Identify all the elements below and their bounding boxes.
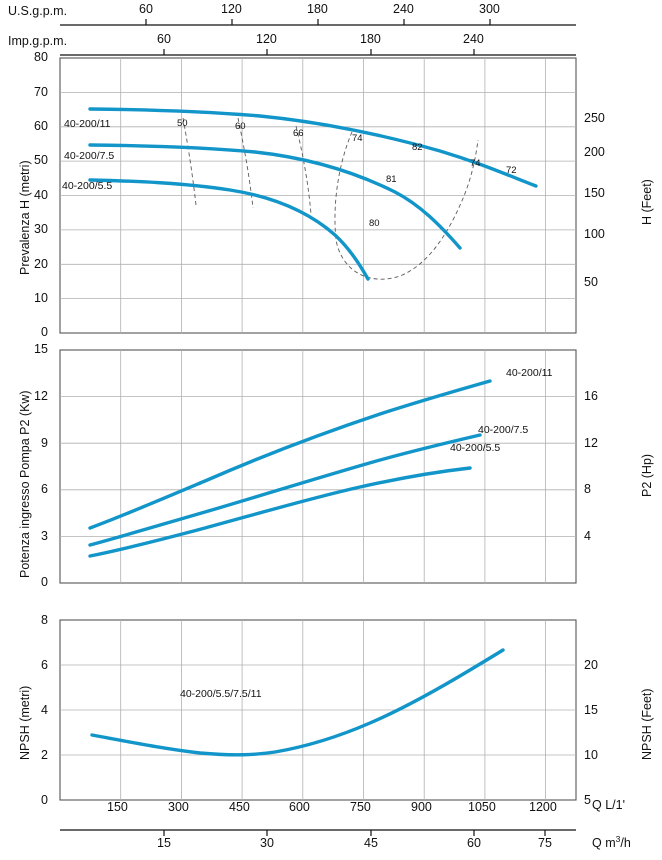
- power-ytick-12: 12: [34, 389, 48, 403]
- q-m3h-axis-label-sup: 3: [615, 834, 621, 844]
- npsh-ytick-2: 2: [41, 748, 48, 762]
- q-lmin-tick-450: 450: [229, 800, 250, 814]
- q-m3h-axis-label: [592, 834, 631, 850]
- q-m3h-axis-label-main: Q m: [592, 836, 616, 851]
- efficiency-label-60: 60: [235, 121, 246, 132]
- power-y2tick-4: 4: [584, 529, 591, 543]
- efficiency-label-80: 80: [369, 218, 380, 229]
- npsh-right-axis-title: NPSH (Feet): [640, 688, 654, 760]
- impgpm-tick-240: 240: [463, 32, 484, 46]
- npsh-y2tick-20: 20: [584, 658, 598, 672]
- power-curve-label-55: 40-200/5.5: [450, 442, 501, 454]
- power-curve-lines: [90, 381, 490, 556]
- power-right-axis-title: P2 (Hp): [640, 453, 654, 497]
- q-lmin-tick-750: 750: [350, 800, 371, 814]
- head-ytick-0: 0: [41, 325, 48, 339]
- power-y2tick-12: 12: [584, 436, 598, 450]
- head-curve-label-11: 40-200/11: [64, 118, 111, 130]
- power-ytick-0: 0: [41, 575, 48, 589]
- head-grid: [60, 58, 576, 333]
- q-lmin-tick-300: 300: [168, 800, 189, 814]
- usgpm-tick-240: 240: [393, 2, 414, 16]
- usgpm-tick-300: 300: [479, 2, 500, 16]
- q-m3h-tick-15: 15: [157, 836, 171, 850]
- q-m3h-tick-60: 60: [467, 836, 481, 850]
- efficiency-contours: [183, 118, 478, 279]
- power-curve-label-75: 40-200/7.5: [478, 424, 529, 436]
- bottom-axes: [60, 830, 576, 836]
- q-lmin-tick-1200: 1200: [529, 800, 557, 814]
- npsh-ytick-0: 0: [41, 793, 48, 807]
- head-y2tick-200: 200: [584, 145, 605, 159]
- npsh-curve-label: 40-200/5.5/7.5/11: [180, 688, 262, 700]
- head-y2tick-250: 250: [584, 111, 605, 125]
- power-grid: [60, 350, 576, 583]
- usgpm-tick-180: 180: [307, 2, 328, 16]
- impgpm-tick-180: 180: [360, 32, 381, 46]
- q-m3h-tick-75: 75: [538, 836, 552, 850]
- power-left-axis-title: Potenza ingresso Pompa P2 (Kw): [18, 390, 32, 578]
- npsh-ytick-8: 8: [41, 613, 48, 627]
- head-ytick-10: 10: [34, 291, 48, 305]
- q-lmin-tick-600: 600: [289, 800, 310, 814]
- head-ytick-60: 60: [34, 119, 48, 133]
- head-left-axis-title: Prevalenza H (metri): [18, 160, 32, 275]
- usgpm-tick-60: 60: [139, 2, 153, 16]
- head-curve-lines: [90, 109, 536, 279]
- head-ytick-30: 30: [34, 222, 48, 236]
- head-ytick-70: 70: [34, 85, 48, 99]
- q-lmin-tick-150: 150: [107, 800, 128, 814]
- q-lmin-tick-900: 900: [411, 800, 432, 814]
- impgpm-scale-label: Imp.g.p.m.: [8, 34, 68, 48]
- q-lmin-axis-label: Q L/1': [592, 798, 625, 812]
- power-ytick-3: 3: [41, 529, 48, 543]
- usgpm-scale-label: U.S.g.p.m.: [8, 4, 68, 18]
- head-curve-label-55: 40-200/5.5: [62, 180, 113, 192]
- npsh-grid: [60, 620, 576, 800]
- npsh-y2tick-5: 5: [584, 793, 591, 807]
- npsh-y2tick-15: 15: [584, 703, 598, 717]
- power-y2tick-16: 16: [584, 389, 598, 403]
- impgpm-tick-60: 60: [157, 32, 171, 46]
- efficiency-label-50: 50: [177, 118, 188, 129]
- efficiency-label-82: 82: [412, 142, 423, 153]
- head-curve-label-75: 40-200/7.5: [64, 150, 115, 162]
- q-m3h-axis-label-tail: /h: [620, 836, 631, 851]
- power-ytick-15: 15: [34, 342, 48, 356]
- efficiency-label-74b: 74: [470, 158, 481, 169]
- npsh-ytick-4: 4: [41, 703, 48, 717]
- head-y2tick-50: 50: [584, 275, 598, 289]
- power-ytick-9: 9: [41, 436, 48, 450]
- head-ytick-20: 20: [34, 257, 48, 271]
- power-y2tick-8: 8: [584, 482, 591, 496]
- power-ytick-6: 6: [41, 482, 48, 496]
- head-ytick-80: 80: [34, 50, 48, 64]
- efficiency-label-81: 81: [386, 174, 397, 185]
- q-lmin-tick-1050: 1050: [468, 800, 496, 814]
- head-y2tick-100: 100: [584, 227, 605, 241]
- usgpm-tick-120: 120: [221, 2, 242, 16]
- head-y2tick-150: 150: [584, 186, 605, 200]
- q-m3h-tick-30: 30: [260, 836, 274, 850]
- efficiency-label-74a: 74: [352, 133, 363, 144]
- impgpm-tick-120: 120: [256, 32, 277, 46]
- npsh-curve-line: [92, 650, 503, 755]
- power-curve-label-11: 40-200/11: [506, 367, 553, 379]
- npsh-left-axis-title: NPSH (metri): [18, 685, 32, 760]
- npsh-y2tick-10: 10: [584, 748, 598, 762]
- head-ytick-50: 50: [34, 153, 48, 167]
- q-m3h-tick-45: 45: [364, 836, 378, 850]
- head-right-axis-title: H (Feet): [640, 179, 654, 225]
- efficiency-label-66: 66: [293, 128, 304, 139]
- head-ytick-40: 40: [34, 188, 48, 202]
- npsh-ytick-6: 6: [41, 658, 48, 672]
- efficiency-label-72: 72: [506, 165, 517, 176]
